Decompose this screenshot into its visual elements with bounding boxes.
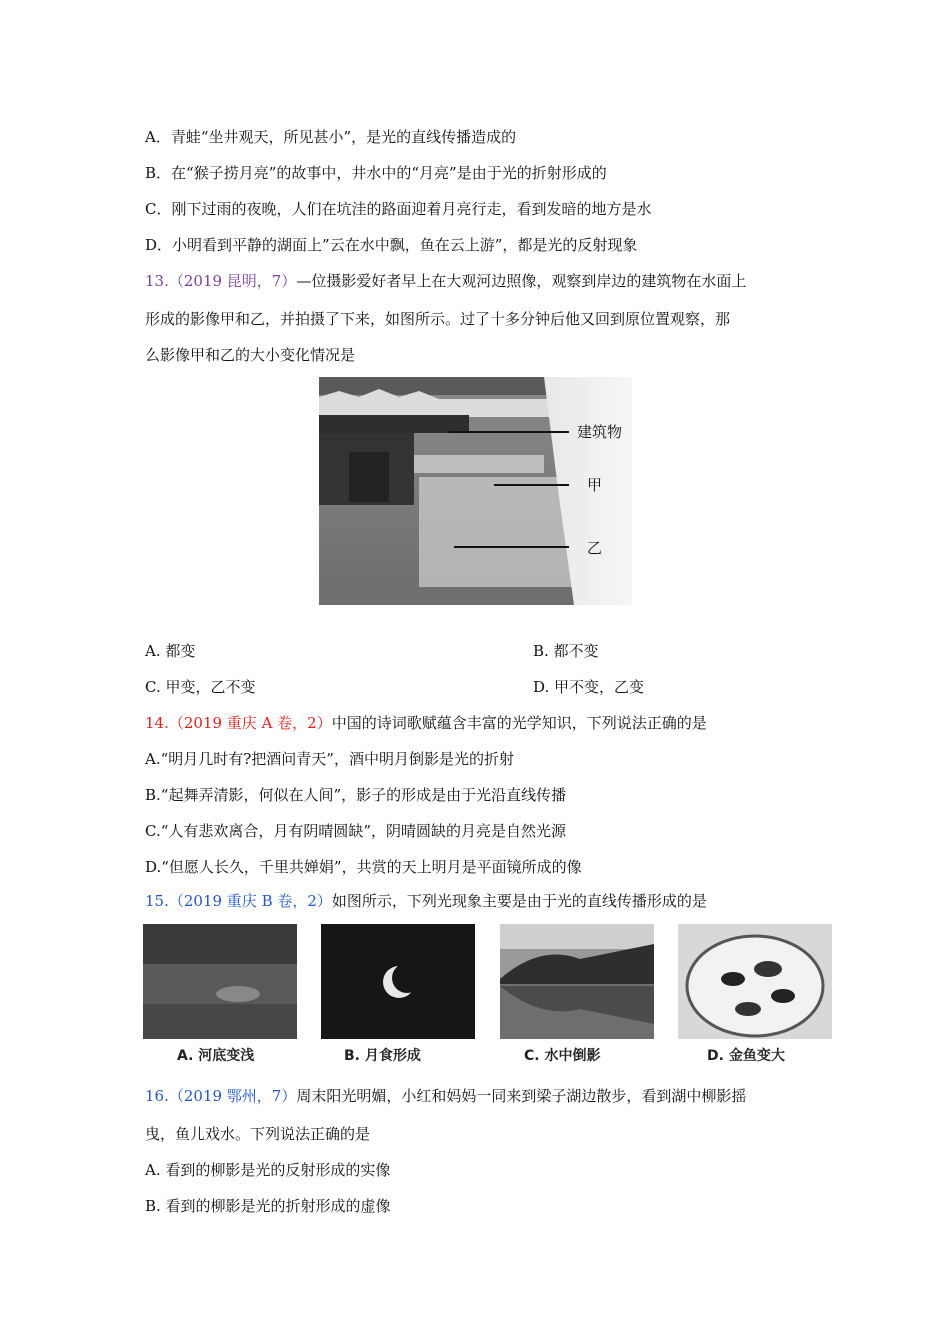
q16-stem-line-1 [145,1086,746,1106]
caption-d: D. 金鱼变大 [707,1048,785,1064]
q12-option-b: B．在“猴子捞月亮”的故事中，井水中的“月亮”是由于光的折射形成的 [145,164,607,182]
label-yi: 乙 [587,539,603,557]
q14-number: 14. [145,714,169,732]
q15-text: 如图所示，下列光现象主要是由于光的直线传播形成的是 [331,892,707,910]
caption-c: C. 水中倒影 [524,1048,601,1064]
q16-option-b: B. 看到的柳影是光的折射形成的虚像 [145,1197,391,1215]
image-riverbed [143,924,297,1039]
label-building: 建筑物 [577,423,623,441]
image-goldfish [678,924,832,1039]
q13-reflection-figure [319,377,632,605]
q13-option-c: C. 甲变，乙不变 [145,678,256,696]
q16-stem-line-2: 曳，鱼儿戏水。下列说法正确的是 [145,1125,371,1143]
q16-option-a: A. 看到的柳影是光的反射形成的实像 [145,1161,391,1179]
q15-stem [145,891,707,911]
q14-option-b: B.“起舞弄清影，何似在人间”，影子的形成是由于光沿直线传播 [145,786,567,804]
q16-number: 16. [145,1087,169,1105]
q14-stem [145,713,707,733]
q13-stem-line-1 [145,271,746,291]
q13-option-b: B. 都不变 [533,642,599,660]
q13-source: （2019 昆明，7） [168,272,297,290]
label-jia: 甲 [587,476,603,494]
q12-option-d: D．小明看到平静的湖面上”云在水中飘，鱼在云上游”，都是光的反射现象 [145,236,638,254]
q14-source: （2019 重庆 A 卷，2） [168,714,332,732]
caption-a: A. 河底变浅 [177,1048,255,1064]
q16-source: （2019 鄂州，7） [168,1087,297,1105]
q13-number: 13. [145,272,169,290]
q15-number: 15. [145,892,169,910]
q14-option-c: C.“人有悲欢离合，月有阴晴圆缺”，阴晴圆缺的月亮是自然光源 [145,822,567,840]
reflection-photo-svg [319,377,632,605]
image-eclipse [321,924,475,1039]
q12-option-a: A．青蛙“坐井观天，所见甚小”，是光的直线传播造成的 [145,128,517,146]
q13-stem-line-3: 么影像甲和乙的大小变化情况是 [145,346,356,364]
q13-stem-line-2: 形成的影像甲和乙，并拍摄了下来，如图所示。过了十多分钟后他又回到原位置观察，那 [145,310,731,328]
image-reflection [500,924,654,1039]
q13-option-a: A. 都变 [145,642,196,660]
q13-option-d: D. 甲不变，乙变 [533,678,645,696]
q12-option-c: C．刚下过雨的夜晚，人们在坑洼的路面迎着月亮行走，看到发暗的地方是水 [145,200,652,218]
q14-option-d: D.“但愿人长久，千里共婵娟”，共赏的天上明月是平面镜所成的像 [145,858,582,876]
caption-b: B. 月食形成 [344,1048,421,1064]
q14-text: 中国的诗词歌赋蕴含丰富的光学知识，下列说法正确的是 [331,714,707,732]
q14-option-a: A.“明月几时有?把酒问青天”，酒中明月倒影是光的折射 [145,750,514,768]
q13-text-1: —位摄影爱好者早上在大观河边照像，观察到岸边的建筑物在水面上 [296,272,747,290]
q16-text-1: 周末阳光明媚，小红和妈妈一同来到梁子湖边散步，看到湖中柳影摇 [296,1087,747,1105]
q15-source: （2019 重庆 B 卷，2） [168,892,332,910]
